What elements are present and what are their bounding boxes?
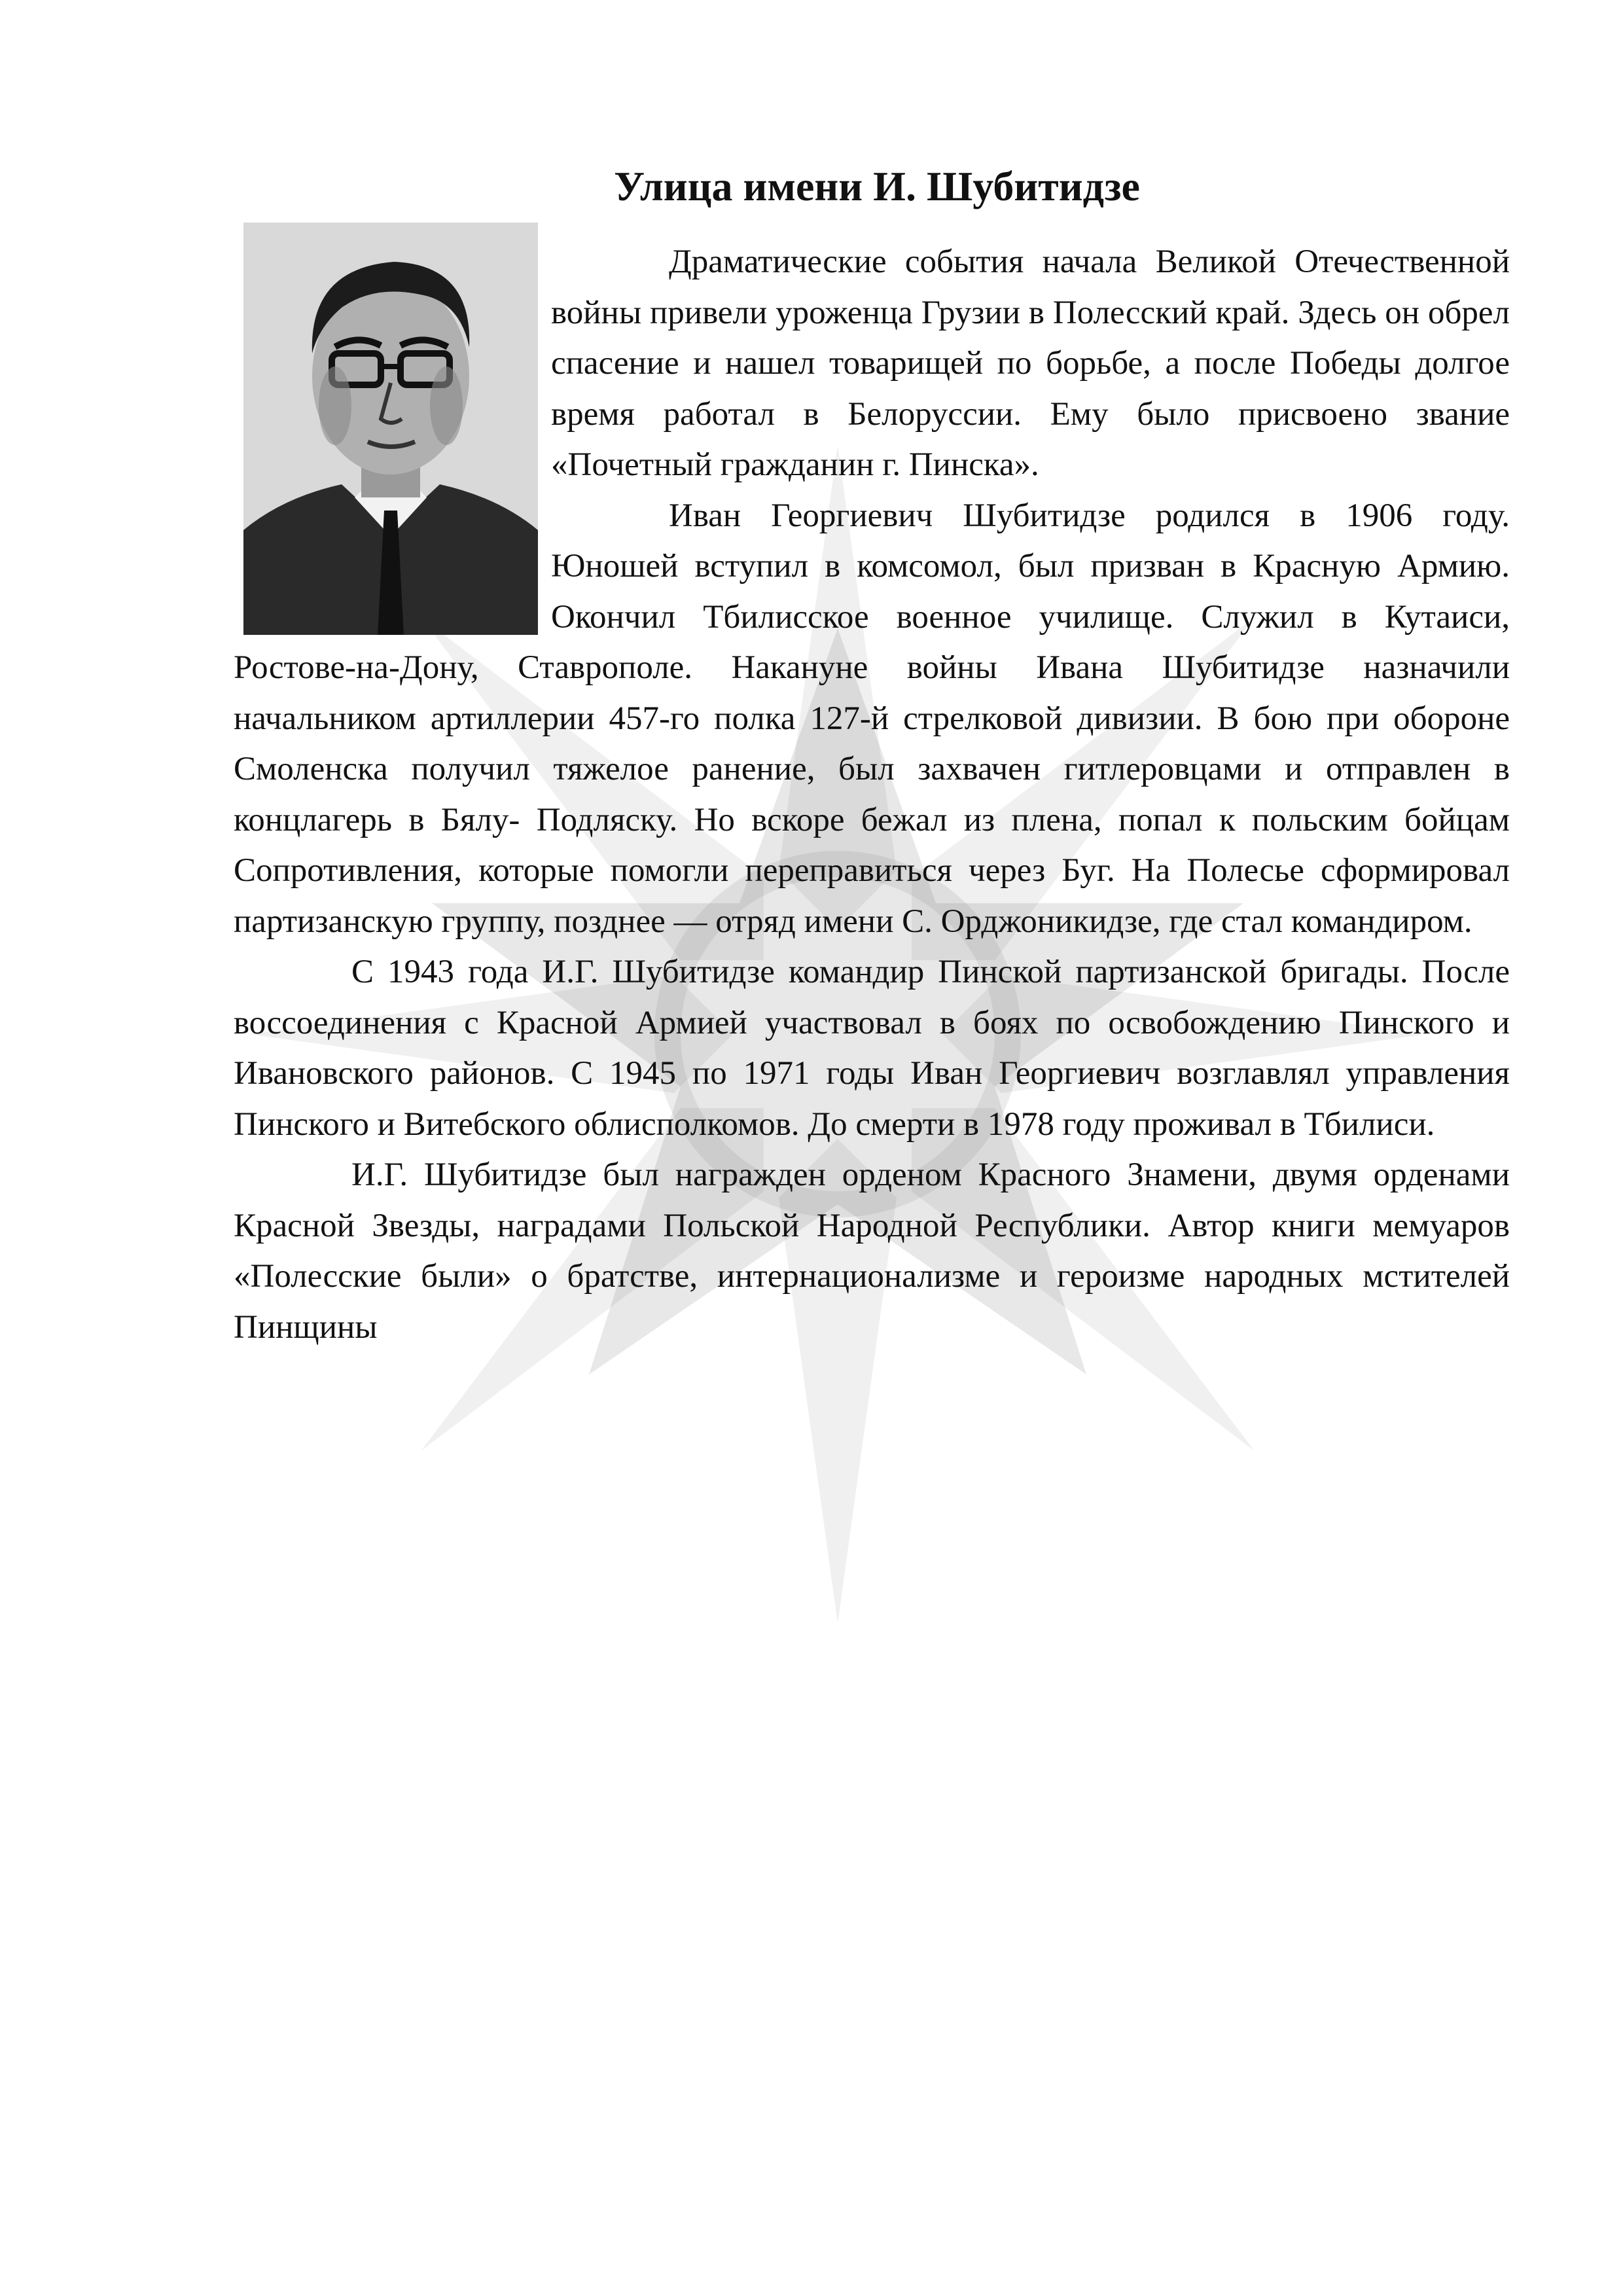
article-body: [234, 237, 1510, 1353]
paragraph-1: Драматические события начала Великой Отечественной войны привели уроженца Грузии в Полесский край. Здесь он обрел спасение и нашел товарищей по борьбе, а после Победы долгое время работал в Белоруссии. Ему было присвоено звание «Почетный гражданин г. Пинска».: [551, 243, 1510, 483]
paragraph-2: Иван Георгиевич Шубитидзе родился в 1906 году. Юношей вступил в комсомол, был призван в Красную Армию. Окончил Тбилисское военное училище. Служил в Кутаиси, Ростове-на-Дону, Ставрополе. Накануне войны Ивана Шубитидзе назначили начальником артиллерии 457-го полка 127-й стрелковой дивизии. В бою при обороне Смоленска получил тяжелое ранение, был захвачен гитлеровцами и отправлен в концлагерь в Бялу- Подляску. Но вскоре бежал из плена, попал к польским бойцам Сопротивления, которые помогли переправиться через Буг. На Полесье сформировал партизанскую группу, позднее — отряд имени С. Орджоникидзе, где стал командиром.: [234, 497, 1510, 940]
paragraph-4: И.Г. Шубитидзе был награжден орденом Красного Знамени, двумя орденами Красной Звезды, наградами Польской Народной Республики. Автор книги мемуаров «Полесские были» о братстве, интернационализме и героизме народных мстителей Пинщины: [234, 1157, 1510, 1346]
paragraph-3: С 1943 года И.Г. Шубитидзе командир Пинской партизанской бригады. После воссоединения с Красной Армией участвовал в боях по освобождению Пинского и Ивановского районов. С 1945 по 1971 годы Иван Георгиевич возглавлял управления Пинского и Витебского облисполкомов. До смерти в 1978 году проживал в Тбилиси.: [234, 954, 1510, 1143]
portrait-spacer: [234, 237, 551, 643]
page-title: Улица имени И. Шубитидзе: [614, 163, 1140, 209]
